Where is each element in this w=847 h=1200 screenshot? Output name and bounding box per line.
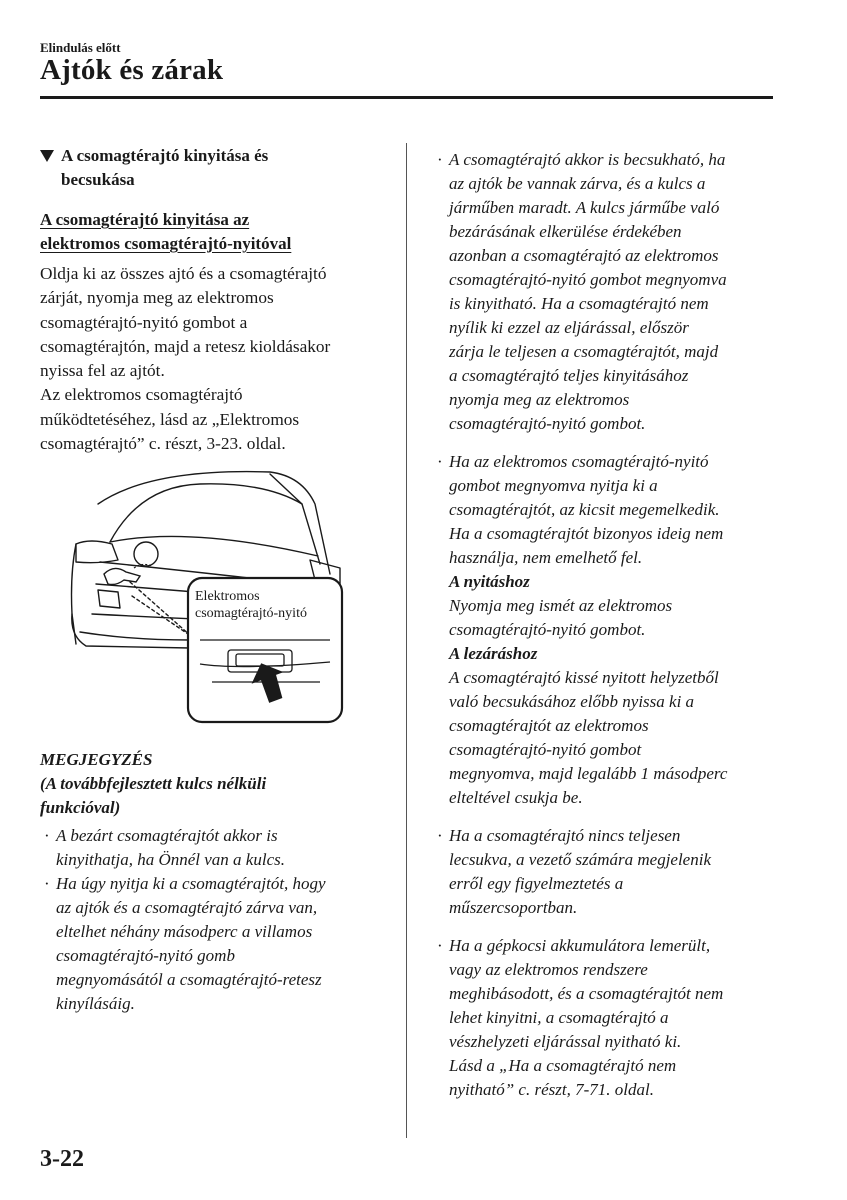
note-subheading-line: (A továbbfejlesztett kulcs nélküli	[40, 774, 267, 794]
text-line: Ha úgy nyitja ki a csomagtérajtót, hogy	[56, 874, 326, 894]
text-line: csomagtérajtó-nyitó gombot.	[449, 414, 646, 433]
lock-subheading: A lezáráshoz	[449, 644, 538, 663]
text-line: zárját, nyomja meg az elektromos	[40, 288, 274, 308]
text-line: lecsukva, a vezető számára megjelenik	[449, 850, 711, 869]
text-line: meghibásodott, és a csomagtérajtót nem	[449, 984, 724, 1003]
text-line: bezárásának elkerülése érdekében	[449, 222, 682, 241]
open-subheading: A nyitáshoz	[449, 572, 530, 591]
text-line: Oldja ki az összes ajtó és a csomagtérajtó	[40, 264, 327, 283]
note-subheading	[40, 772, 380, 820]
page-title: Ajtók és zárak	[40, 54, 224, 86]
text-line: gombot megnyomva nyitja ki a	[449, 476, 658, 495]
text-line: csomagtérajtó-nyitó gombot megnyomva	[449, 270, 727, 289]
page-number: 3-22	[40, 1146, 84, 1172]
text-line: Ha a csomagtérajtó nincs teljesen	[449, 826, 681, 845]
text-line: az ajtók be vannak zárva, és a kulcs a	[449, 174, 706, 193]
text-line: csomagtérajtó-nyitó gombot.	[449, 620, 646, 639]
text-line: A csomagtérajtó akkor is becsukható, ha	[449, 150, 726, 169]
triangle-bullet-icon	[40, 150, 54, 162]
list-item	[433, 450, 778, 810]
column-divider	[406, 143, 407, 1138]
section-heading-line: A csomagtérajtó kinyitása és	[61, 146, 269, 165]
text-line: csomagtérajtó-nyitó gomb	[56, 946, 235, 966]
text-line: vészhelyzeti eljárással nyitható ki.	[449, 1032, 682, 1051]
text-line: nyissa fel az ajtót.	[40, 361, 165, 381]
callout-line: Elektromos	[195, 589, 260, 605]
figure-callout-label	[195, 588, 307, 622]
text-line: erről egy figyelmeztetés a	[449, 874, 624, 893]
section-label: Elindulás előtt	[40, 40, 121, 55]
text-line: zárja le teljesen a csomagtérajtót, majd	[449, 342, 719, 361]
section-heading	[40, 144, 380, 192]
text-line: csomagtérajtón, majd a retesz kioldásakor	[40, 336, 331, 356]
text-line: azonban a csomagtérajtó az elektromos	[449, 246, 719, 265]
text-line: Lásd a „Ha a csomagtérajtó nem	[449, 1056, 677, 1075]
right-column	[433, 144, 778, 1116]
text-line: járműben maradt. A kulcs járműbe való	[449, 198, 720, 217]
text-line: csomagtérajtót, az kicsit megemelkedik.	[449, 500, 720, 519]
list-item	[433, 824, 778, 920]
text-line: elteltével csukja be.	[449, 788, 583, 807]
text-line: Ha a gépkocsi akkumulátora lemerült,	[449, 936, 711, 955]
text-line: lehet kinyitni, a csomagtérajtó a	[449, 1008, 669, 1027]
liftgate-illustration	[40, 464, 360, 724]
text-line: A csomagtérajtó kissé nyitott helyzetből	[449, 668, 719, 687]
bullet-dot-icon: ·	[44, 874, 50, 894]
header-divider	[40, 96, 773, 99]
text-line: nyitható” c. részt, 7-71. oldal.	[449, 1080, 654, 1099]
text-line: megnyomásától a csomagtérajtó-retesz	[56, 970, 322, 990]
bullet-dot-icon: ·	[437, 936, 443, 955]
text-line: vagy az elektromos rendszere	[449, 960, 648, 979]
text-line: Nyomja meg ismét az elektromos	[449, 596, 673, 615]
bullet-dot-icon: ·	[437, 150, 443, 169]
subheading-line: elektromos csomagtérajtó-nyitóval	[40, 234, 292, 253]
section-heading-line: becsukása	[61, 170, 135, 189]
list-item	[433, 148, 778, 436]
instruction-paragraph	[40, 262, 380, 456]
text-line: eltelhet néhány másodperc a villamos	[56, 922, 313, 942]
text-line: kinyílásáig.	[56, 994, 135, 1014]
text-line: Az elektromos csomagtérajtó	[40, 385, 243, 405]
text-line: Ha az elektromos csomagtérajtó-nyitó	[449, 452, 709, 471]
note-heading: MEGJEGYZÉS	[40, 750, 153, 770]
subheading	[40, 208, 380, 256]
text-line: Ha a csomagtérajtót bizonyos ideig nem	[449, 524, 724, 543]
text-line: használja, nem emelhető fel.	[449, 548, 643, 567]
text-line: az ajtók és a csomagtérajtó zárva van,	[56, 898, 318, 918]
text-line: működtetéséhez, lásd az „Elektromos	[40, 409, 300, 429]
text-line: megnyomva, majd legalább 1 másodperc	[449, 764, 728, 783]
list-item	[40, 824, 380, 872]
text-line: csomagtérajtó-nyitó gombot a	[40, 312, 248, 332]
text-line: is kinyitható. Ha a csomagtérajtó nem	[449, 294, 709, 313]
callout-line: csomagtérajtó-nyitó	[195, 606, 307, 622]
text-line: csomagtérajtót az elektromos	[449, 716, 649, 735]
bullet-dot-icon: ·	[437, 826, 443, 845]
list-item	[40, 872, 380, 1016]
bullet-dot-icon: ·	[437, 452, 443, 471]
bullet-dot-icon: ·	[44, 826, 50, 846]
note-bullet-list	[40, 824, 380, 1016]
subheading-line: A csomagtérajtó kinyitása az	[40, 210, 250, 229]
text-line: nyílik ki ezzel az eljárással, először	[449, 318, 689, 337]
text-line: kinyithatja, ha Önnél van a kulcs.	[56, 850, 285, 870]
list-item	[433, 934, 778, 1102]
text-line: csomagtérajtó” c. részt, 3-23. oldal.	[40, 434, 286, 454]
text-line: A bezárt csomagtérajtót akkor is	[56, 826, 278, 846]
text-line: nyomja meg az elektromos	[449, 390, 630, 409]
note-subheading-line: funkcióval)	[40, 798, 121, 818]
text-line: a csomagtérajtó teljes kinyitásához	[449, 366, 689, 385]
notes-bullet-list	[433, 148, 778, 1102]
text-line: csomagtérajtó-nyitó gombot	[449, 740, 642, 759]
text-line: való becsukásához előbb nyissa ki a	[449, 692, 695, 711]
text-line: műszercsoportban.	[449, 898, 578, 917]
left-column	[40, 144, 380, 1016]
